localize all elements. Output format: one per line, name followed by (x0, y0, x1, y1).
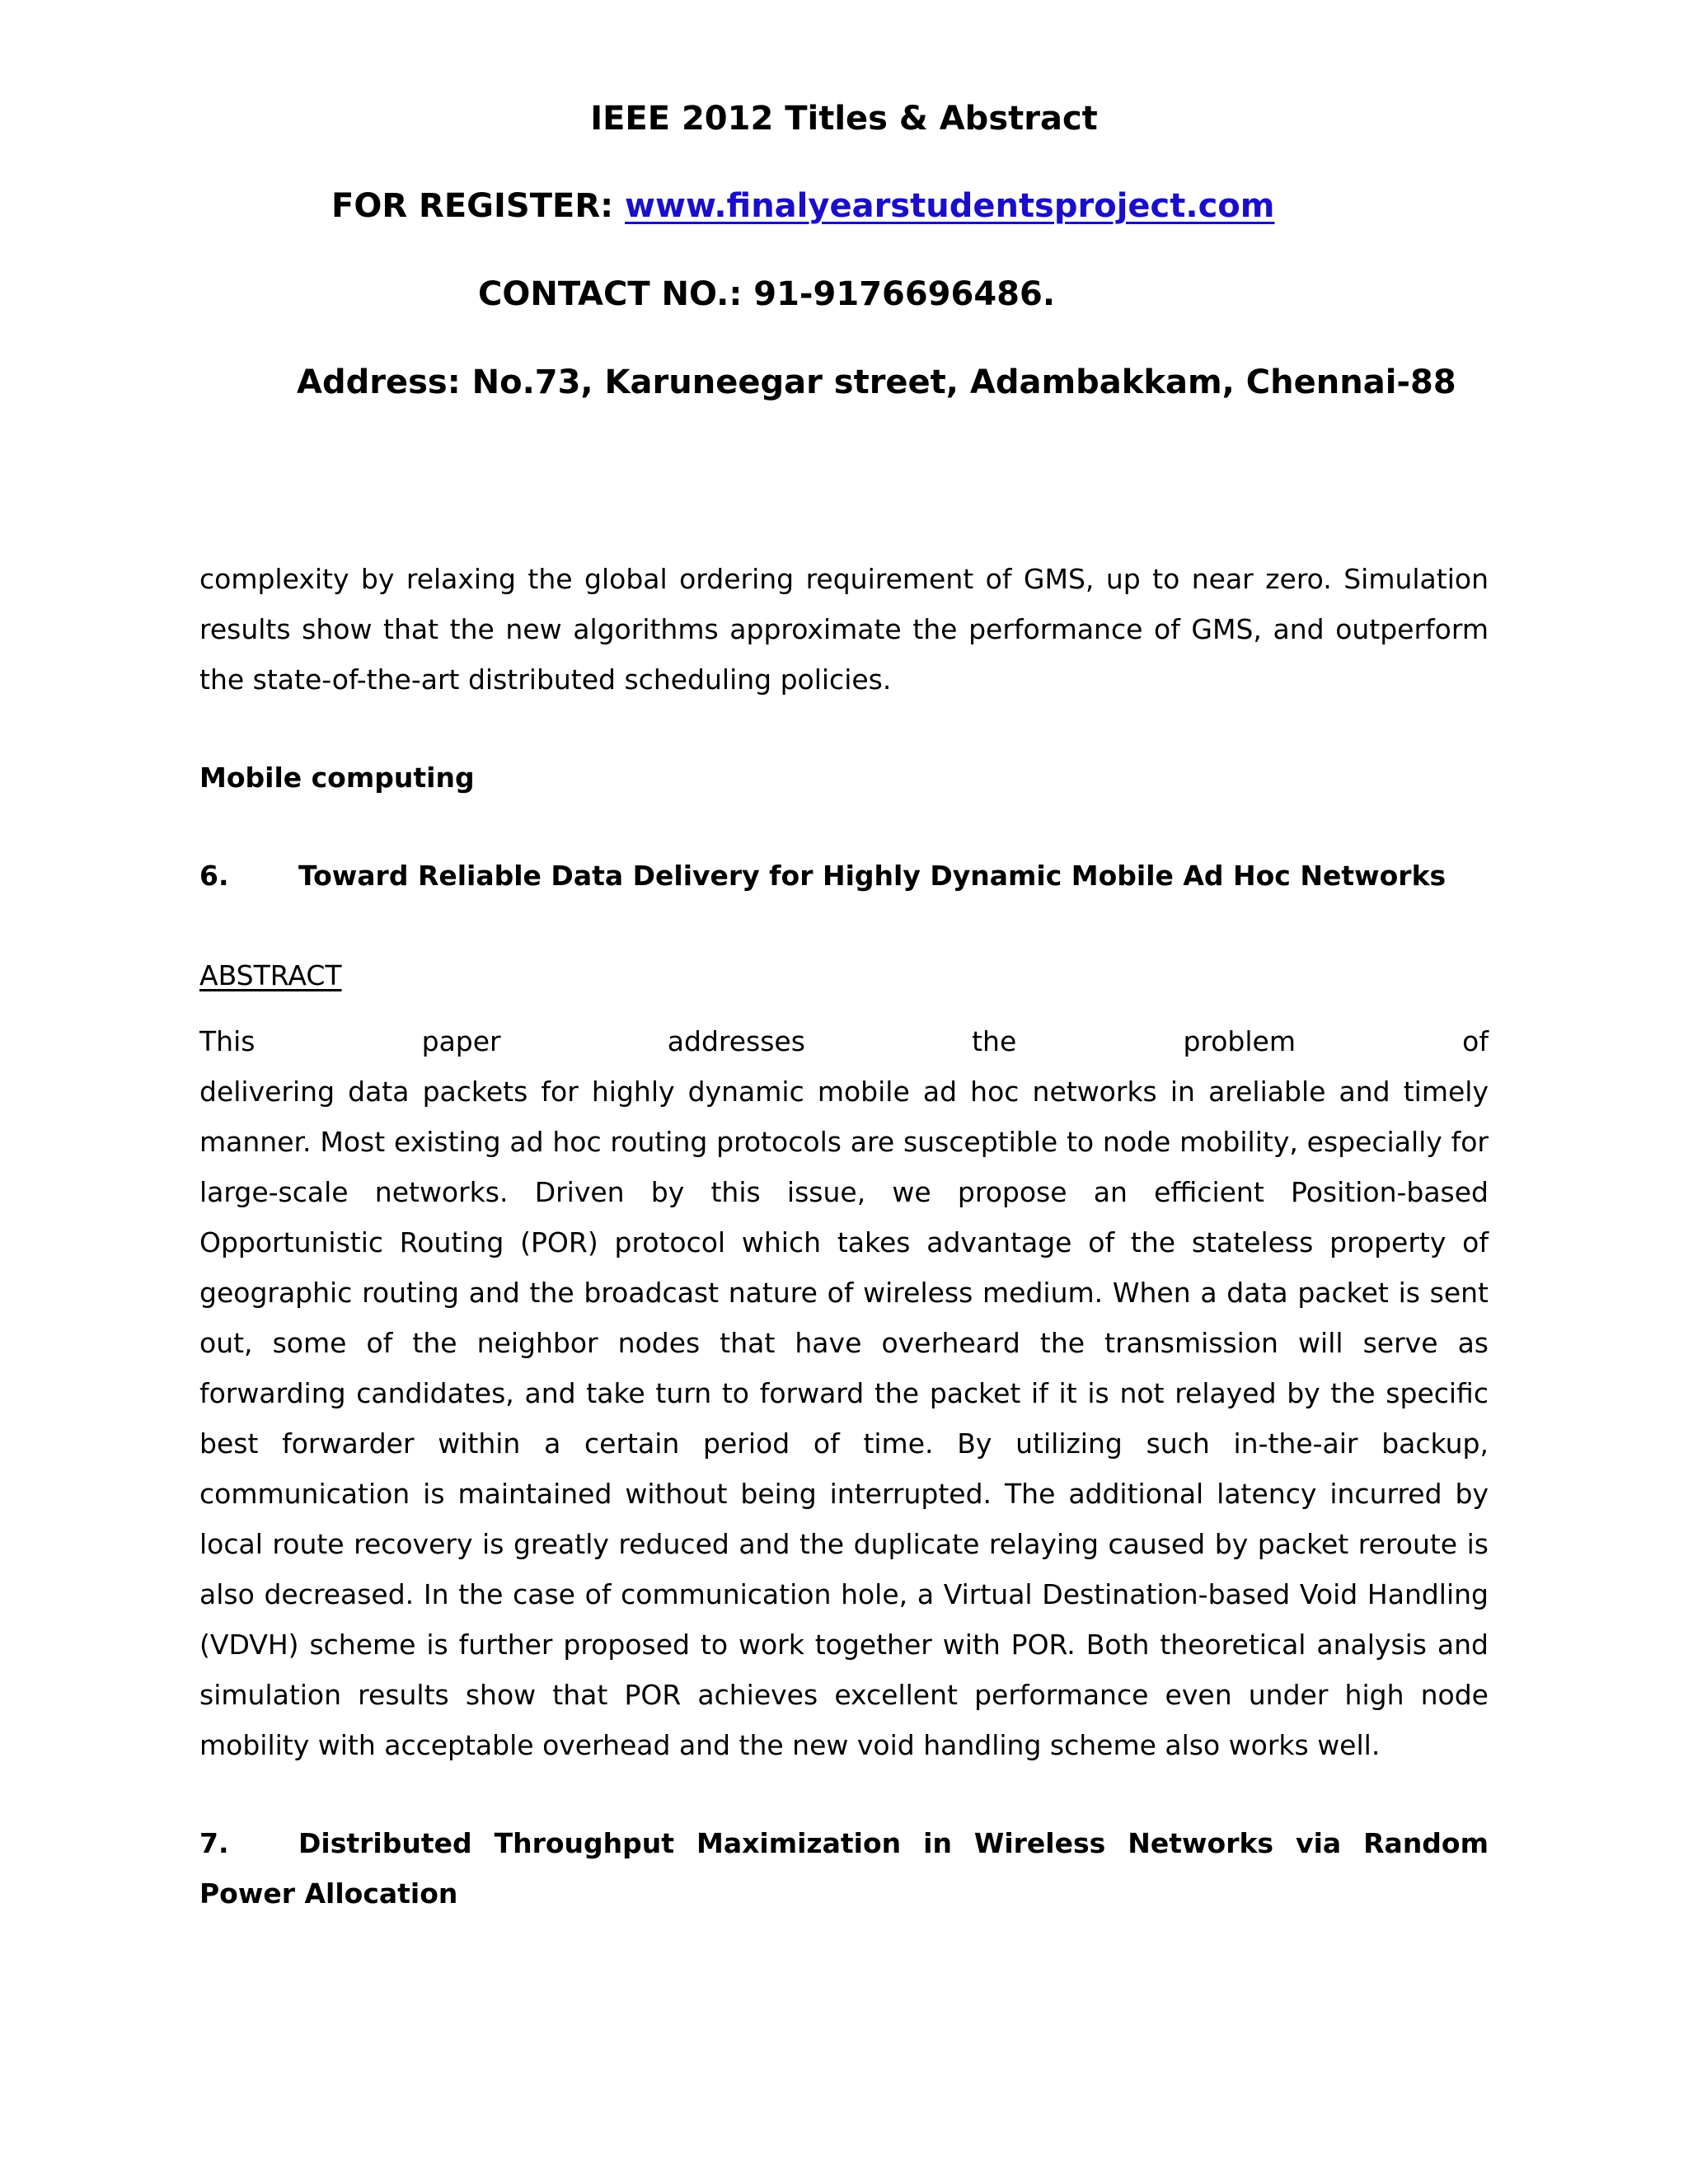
section-heading: Mobile computing (199, 762, 475, 794)
document-body (199, 554, 1489, 1919)
register-label: FOR REGISTER: (331, 187, 614, 225)
item-6-title (199, 851, 1489, 901)
item-6-title-text: Toward Reliable Data Delivery for Highly Dynamic Mobile Ad Hoc Networks (298, 860, 1447, 892)
item-7-number: 7. (199, 1827, 229, 1859)
abstract-label: ABSTRACT (199, 959, 342, 991)
register-line (331, 186, 1274, 226)
abstract-paragraph: delivering data packets for highly dynamic mobile ad hoc networks in areliable and timely manner. Most existing ad hoc routing protocols are susceptible to node mobility, especially for large-scale networks. Driven by this issue, we propose an efficient Position-based Opportunistic Routing (POR) protocol which takes advantage of the stateless property of geographic routing and the broadcast nature of wireless medium. When a data packet is sent out, some of the neighbor nodes that have overheard the transmission will serve as forwarding candidates, and take turn to forward the packet if it is not relayed by the specific best forwarder within a certain period of time. By utilizing such in-the-air backup, communication is maintained without being interrupted. The additional latency incurred by local route recovery is greatly reduced and the duplicate relaying caused by packet reroute is also decreased. In the case of communication hole, a Virtual Destination-based Void Handling (VDVH) scheme is further proposed to work together with POR. Both theoretical analysis and simulation results show that POR achieves excellent performance even under high node mobility with acceptable overhead and the new void handling scheme also works well. (199, 1076, 1489, 1761)
contact-number: CONTACT NO.: 91-9176696486. (478, 275, 1056, 313)
continuation-paragraph: complexity by relaxing the global ordering requirement of GMS, up to near zero. Simulation results show that the new algorithms approximate the performance of GMS, and outperform the state-of-the-art distributed scheduling policies. (199, 563, 1489, 696)
item-6-number: 6. (199, 860, 229, 892)
item-7-title-line2: Power Allocation (199, 1877, 458, 1910)
address: Address: No.73, Karuneegar street, Adambakkam, Chennai-88 (297, 363, 1456, 401)
abstract-first-line: This paper addresses the problem of (199, 1025, 1489, 1057)
page-title: IEEE 2012 Titles & Abstract (590, 100, 1098, 138)
item-7-title-line1: Distributed Throughput Maximization in Wireless Networks via Random (298, 1827, 1489, 1859)
register-link[interactable]: www.finalyearstudentsproject.com (625, 187, 1275, 225)
item-7-title (199, 1818, 1489, 1868)
